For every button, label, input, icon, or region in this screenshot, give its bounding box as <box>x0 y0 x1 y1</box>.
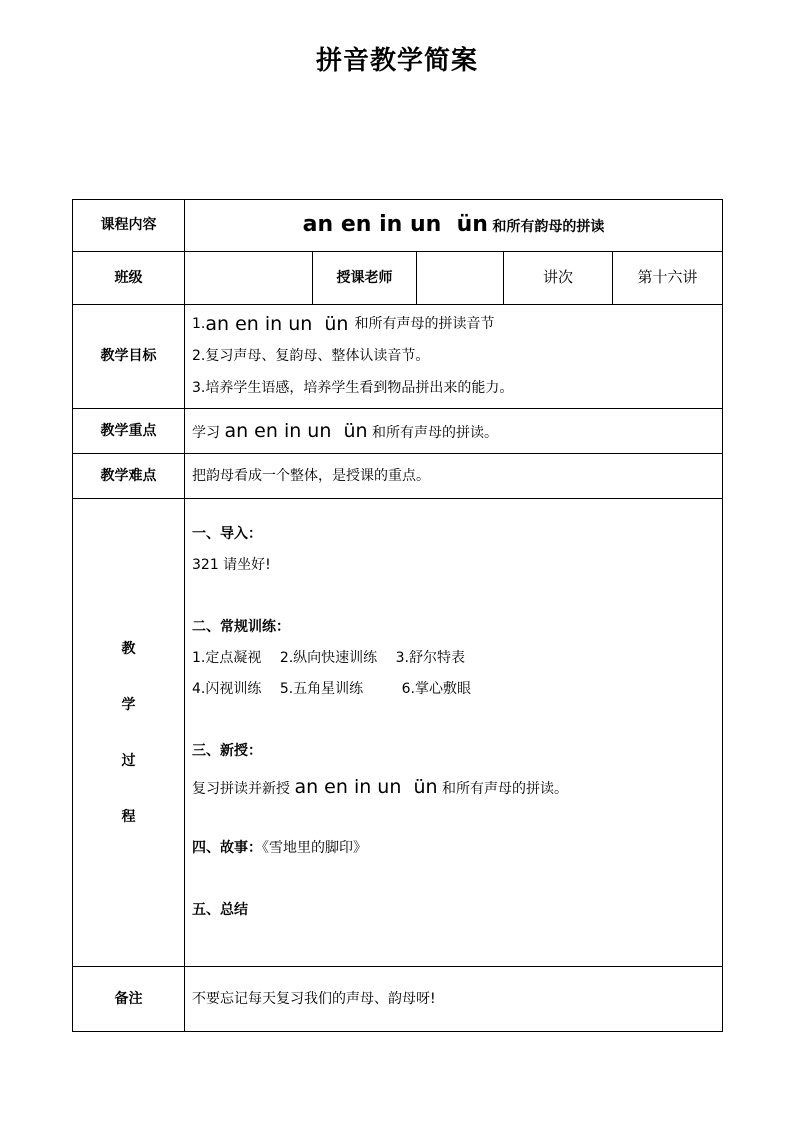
difficulty-text: 把韵母看成一个整体，是授课的重点。 <box>185 454 723 499</box>
process-content <box>185 499 723 967</box>
key-point-content <box>185 409 723 454</box>
goal-item-1-num: 1. <box>192 316 206 333</box>
key-point-latin: an en in un ün <box>224 419 368 442</box>
section-training-title: 二、常规训练： <box>192 619 290 635</box>
process-label <box>73 499 185 967</box>
difficulty-label: 教学难点 <box>73 454 185 499</box>
training-item-5: 5.五角星训练 <box>279 681 364 697</box>
class-label: 班级 <box>73 252 185 305</box>
goals-label: 教学目标 <box>73 305 185 409</box>
spacer <box>192 587 715 618</box>
section-intro-text: 321 请坐好! <box>192 557 271 573</box>
key-point-label: 教学重点 <box>73 409 185 454</box>
teacher-label: 授课老师 <box>313 252 417 305</box>
process-row <box>73 499 723 967</box>
process-label-char-2: 学 <box>121 696 136 713</box>
section-new-text <box>192 775 715 808</box>
training-item-4: 4.闪视训练 <box>192 681 262 697</box>
section-summary-title: 五、总结 <box>192 902 248 918</box>
difficulty-row <box>73 454 723 499</box>
notes-row <box>73 967 723 1032</box>
section-new-prefix: 复习拼读并新授 <box>192 781 290 797</box>
goals-content <box>185 305 723 409</box>
training-line-2 <box>192 680 715 711</box>
goal-item-2: 2.复习声母、复韵母、整体认读音节。 <box>192 348 430 365</box>
course-latin: an en in un ün <box>302 212 488 238</box>
key-point-suffix: 和所有声母的拼读。 <box>372 424 499 441</box>
section-story-title: 四、故事： <box>192 840 262 856</box>
process-label-char-4: 程 <box>121 808 136 825</box>
section-story-text: 《雪地里的脚印》 <box>262 840 367 856</box>
training-item-3: 3.舒尔特表 <box>395 650 465 666</box>
course-label: 课程内容 <box>73 200 185 252</box>
goals-row <box>73 305 723 409</box>
section-new-title: 三、新授： <box>192 743 262 759</box>
class-value <box>185 252 313 305</box>
spacer <box>192 870 715 901</box>
lecture-value: 第十六讲 <box>613 252 723 305</box>
section-new-latin: an en in un ün <box>294 776 438 798</box>
training-item-6: 6.掌心敷眼 <box>401 681 471 697</box>
notes-text: 不要忘记每天复习我们的声母、韵母呀! <box>185 967 723 1032</box>
lesson-plan-table <box>72 199 723 1032</box>
process-label-char-3: 过 <box>121 752 136 769</box>
process-label-char-1: 教 <box>121 640 136 657</box>
training-item-1: 1.定点凝视 <box>192 650 262 666</box>
goal-item-1 <box>192 309 715 341</box>
class-row <box>73 252 723 305</box>
key-point-row <box>73 409 723 454</box>
spacer <box>192 711 715 742</box>
course-value <box>185 200 723 252</box>
teacher-value <box>417 252 504 305</box>
key-point-prefix: 学习 <box>192 424 220 441</box>
training-line-1 <box>192 649 715 680</box>
spacer <box>192 808 715 839</box>
document-title: 拼音教学简案 <box>315 46 478 76</box>
course-suffix: 和所有韵母的拼读 <box>492 219 605 236</box>
section-story <box>192 839 715 870</box>
goal-item-1-latin: an en in un ün <box>205 313 349 336</box>
section-new-suffix: 和所有声母的拼读。 <box>442 781 569 797</box>
notes-label: 备注 <box>73 967 185 1032</box>
training-item-2: 2.纵向快速训练 <box>279 650 378 666</box>
goal-item-1-text: 和所有声母的拼读音节 <box>354 316 495 333</box>
section-intro-title: 一、导入： <box>192 526 262 542</box>
goal-item-3: 3.培养学生语感，培养学生看到物品拼出来的能力。 <box>192 380 514 397</box>
lecture-label: 讲次 <box>504 252 613 305</box>
course-row <box>73 200 723 252</box>
